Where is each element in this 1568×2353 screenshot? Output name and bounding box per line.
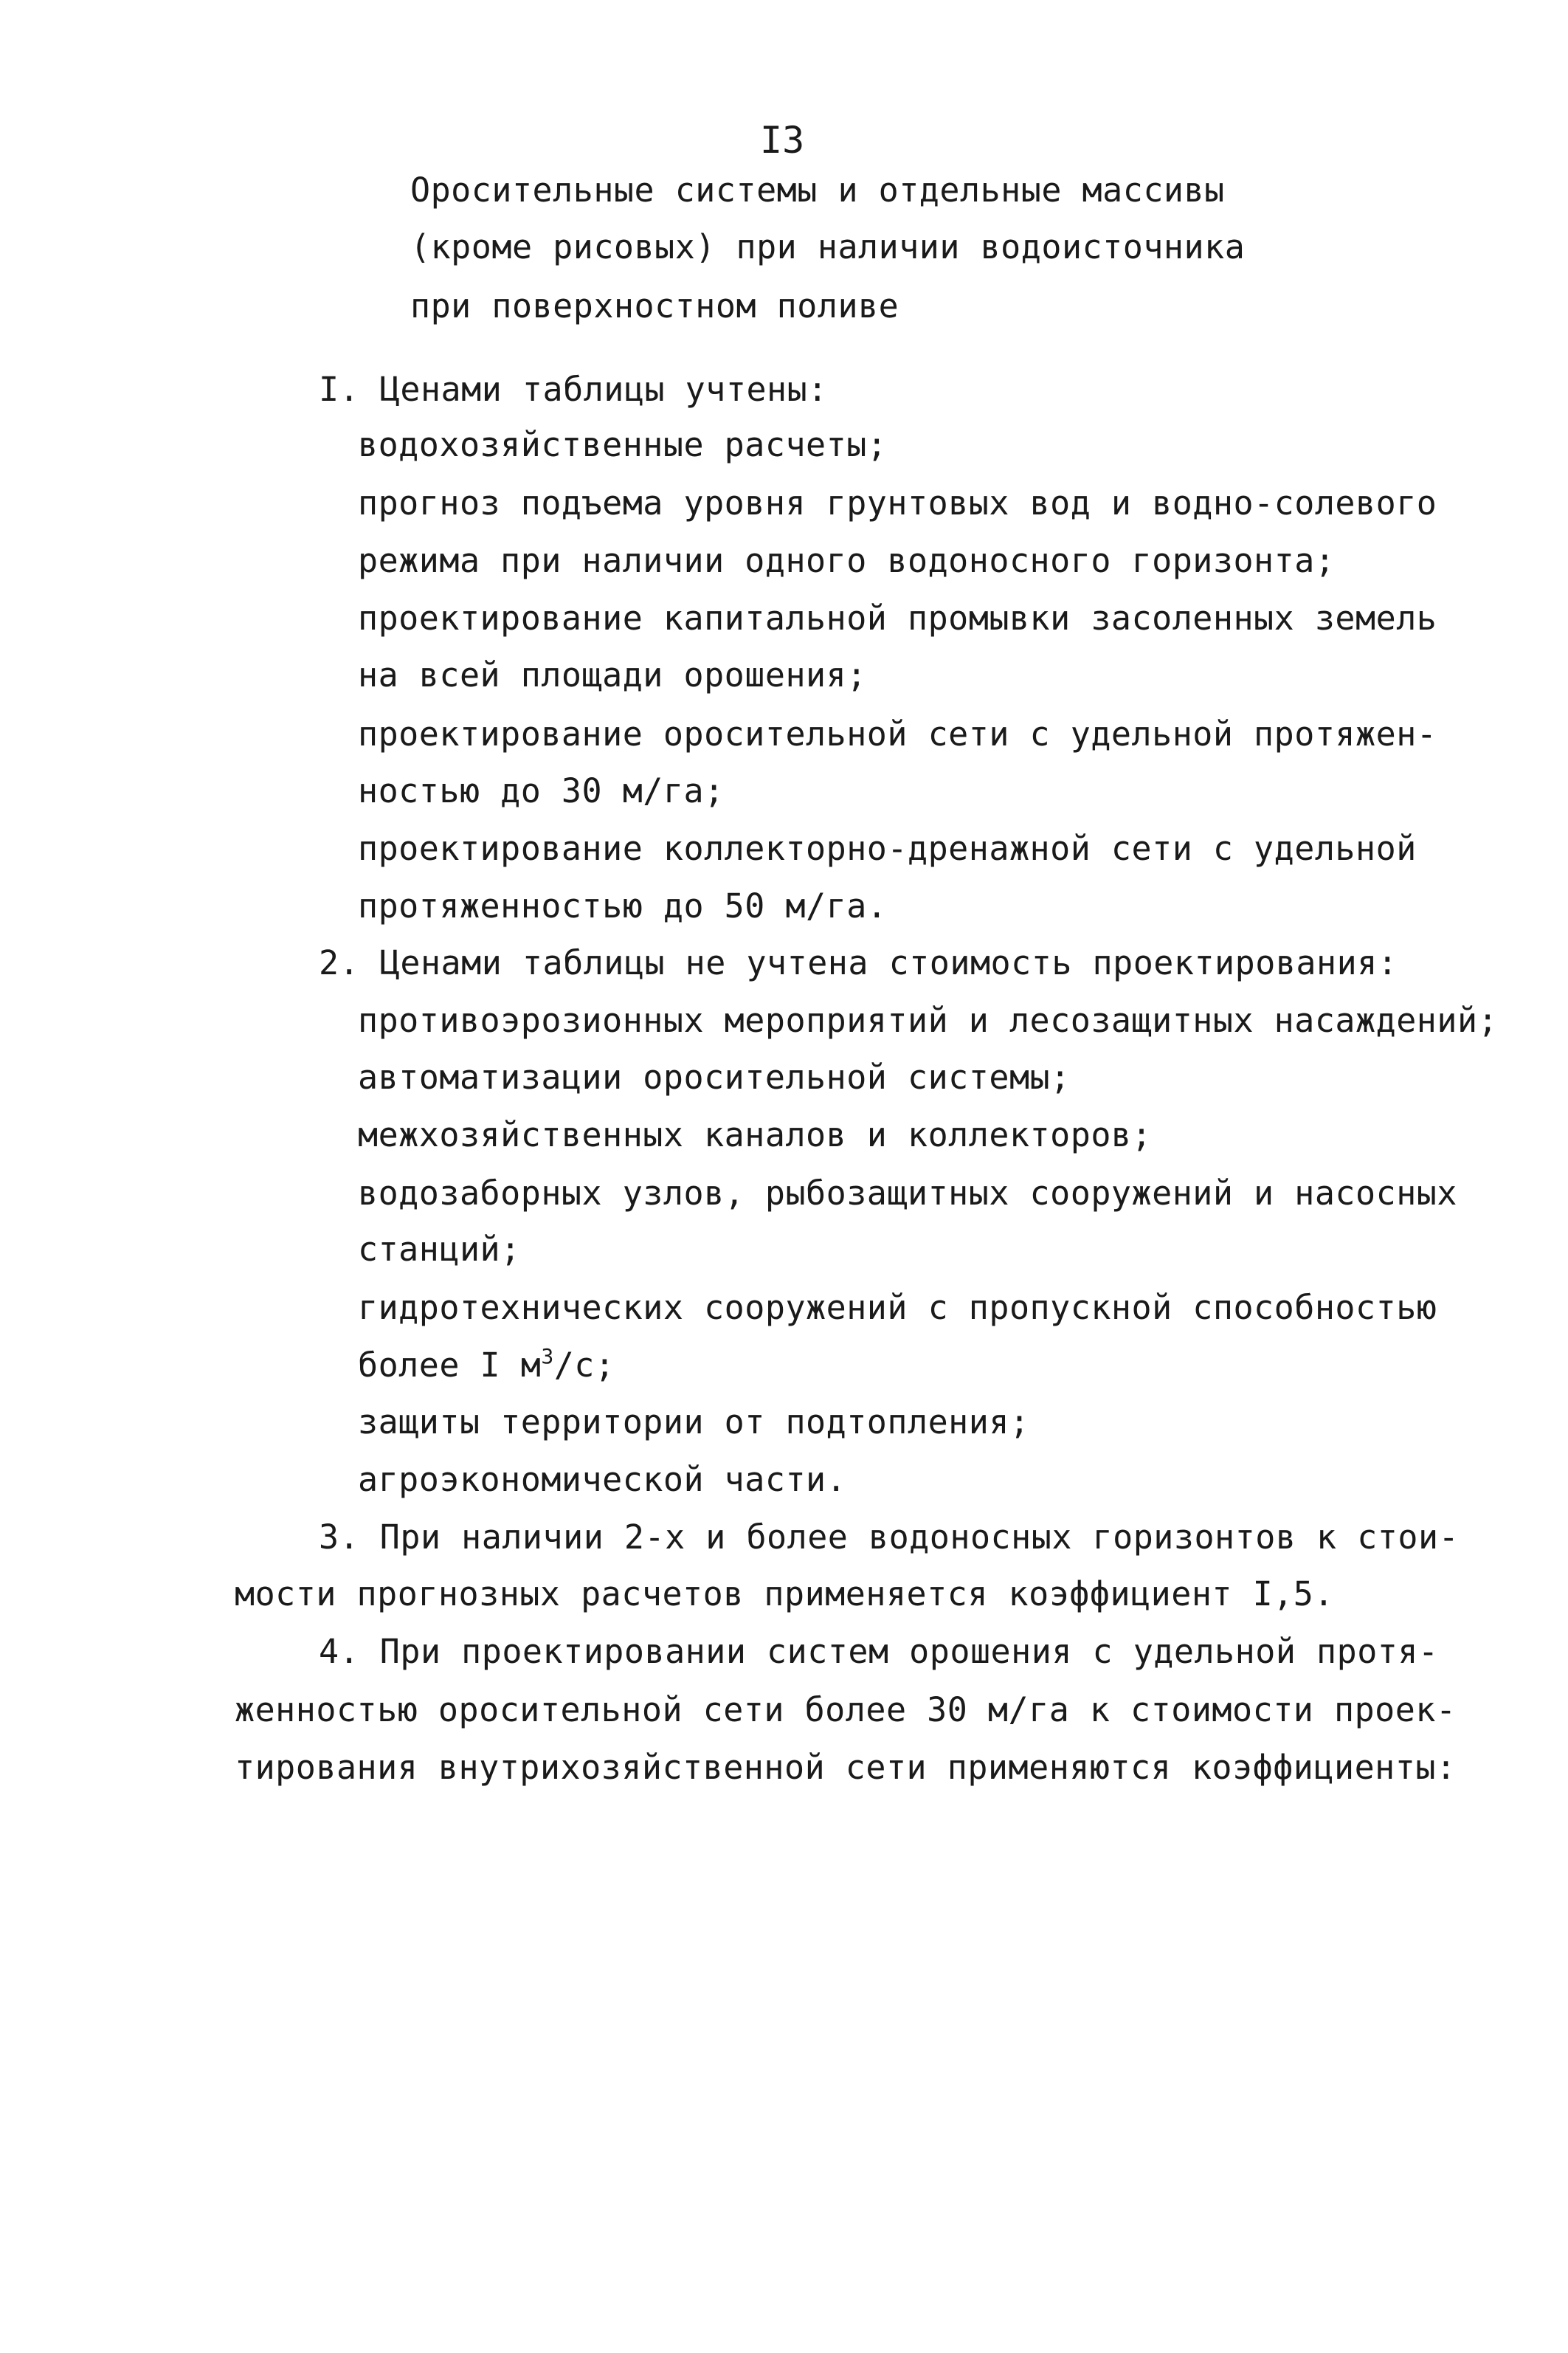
capacity-prefix: более I м bbox=[358, 1346, 542, 1385]
capacity-suffix: /с; bbox=[553, 1346, 615, 1385]
capacity-superscript: 3 bbox=[541, 1344, 554, 1368]
section2-line: защиты территории от подтопления; bbox=[358, 1402, 1030, 1441]
capacity-line bbox=[358, 1343, 615, 1388]
section3-line: 3. При наличии 2-х и более водоносных горизонтов к стои- bbox=[319, 1517, 1460, 1557]
section2-line: станций; bbox=[358, 1230, 521, 1269]
section1-line: протяженностью до 50 м/га. bbox=[358, 886, 888, 926]
title-line-1: Оросительные системы и отдельные массивы bbox=[410, 170, 1225, 210]
section1-line: на всей площади орошения; bbox=[358, 655, 867, 695]
title-line-3: при поверхностном поливе bbox=[410, 286, 899, 325]
section3-line: мости прогнозных расчетов применяется коэффициент I,5. bbox=[235, 1574, 1334, 1613]
section1-line: прогноз подъема уровня грунтовых вод и водно-солевого bbox=[358, 483, 1437, 523]
section1-line: проектирование оросительной сети с удельной протяжен- bbox=[358, 714, 1437, 754]
section1-line: режима при наличии одного водоносного горизонта; bbox=[358, 541, 1336, 580]
section2-line: межхозяйственных каналов и коллекторов; bbox=[358, 1115, 1153, 1154]
section1-line: ностью до 30 м/га; bbox=[358, 771, 725, 810]
section2-line: агроэкономической части. bbox=[358, 1460, 847, 1499]
section1-line: проектирование капитальной промывки засоленных земель bbox=[358, 599, 1437, 638]
page-number: I3 bbox=[760, 119, 805, 162]
section2-line: гидротехнических сооружений с пропускной способностью bbox=[358, 1288, 1437, 1327]
section2-heading: 2. Ценами таблицы не учтена стоимость проектирования: bbox=[319, 943, 1398, 982]
section4-line: 4. При проектировании систем орошения с удельной протя- bbox=[319, 1632, 1439, 1671]
section1-line: проектирование коллекторно-дренажной сети с удельной bbox=[358, 829, 1417, 868]
section2-line: автоматизации оросительной системы; bbox=[358, 1058, 1071, 1097]
section4-line: тирования внутрихозяйственной сети применяются коэффициенты: bbox=[235, 1748, 1457, 1787]
section4-line: женностью оросительной сети более 30 м/га к стоимости проек- bbox=[235, 1690, 1457, 1729]
section1-line: водохозяйственные расчеты; bbox=[358, 425, 888, 464]
section1-heading: I. Ценами таблицы учтены: bbox=[319, 370, 828, 409]
section2-line: водозаборных узлов, рыбозащитных сооружений и насосных bbox=[358, 1174, 1457, 1213]
title-line-2: (кроме рисовых) при наличии водоисточника bbox=[410, 227, 1246, 266]
section2-line: противоэрозионных мероприятий и лесозащитных насаждений; bbox=[358, 1001, 1499, 1040]
